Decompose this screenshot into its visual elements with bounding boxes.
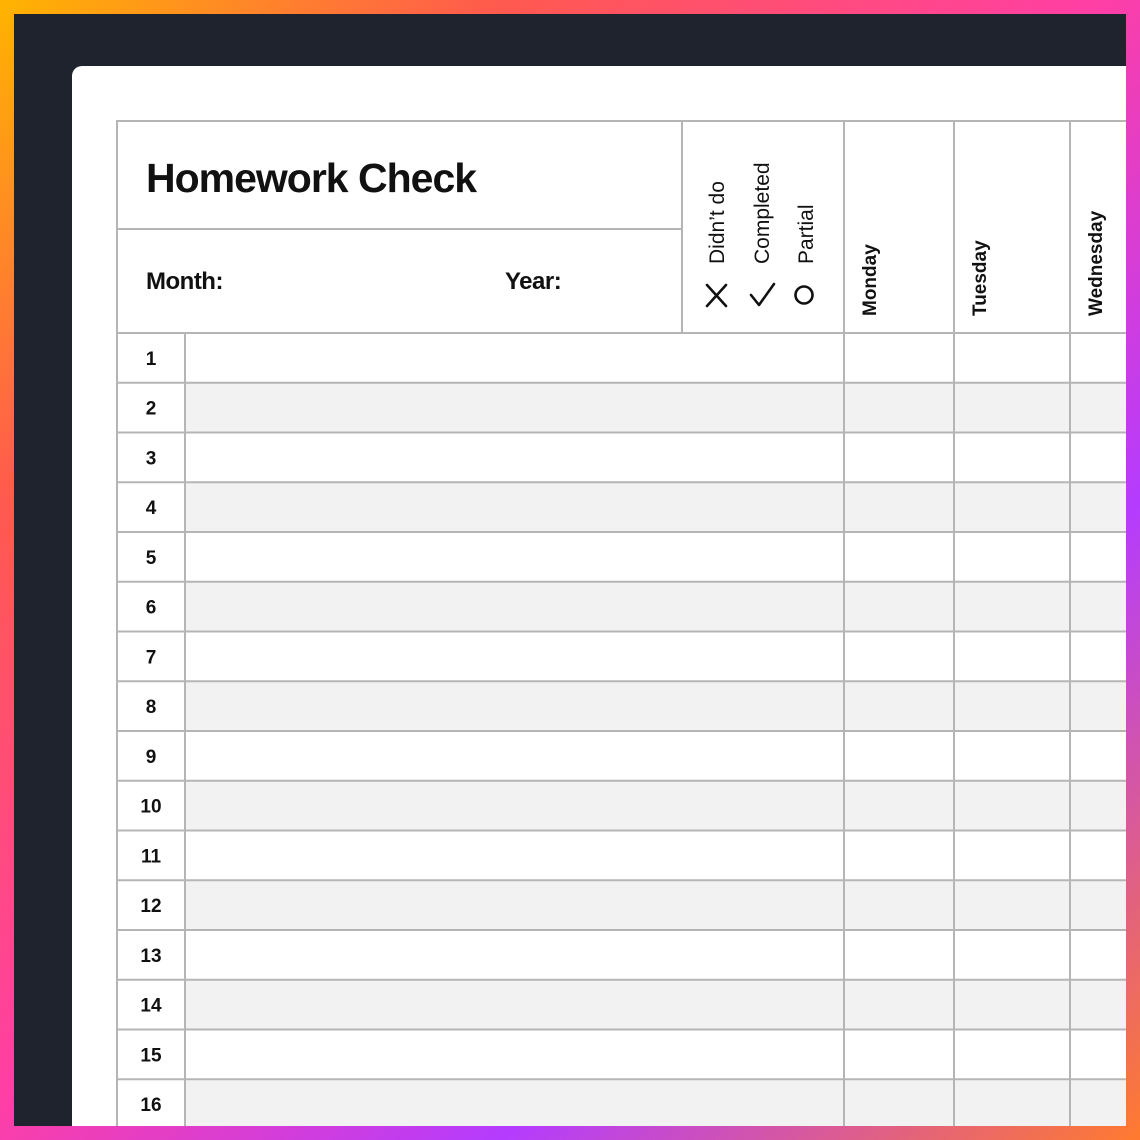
row-number: 12: [140, 896, 162, 918]
x-icon: [707, 285, 726, 306]
legend-label-didnt-do: Didn’t do: [706, 181, 729, 264]
dark-frame: [14, 14, 1126, 1126]
row-number: 10: [140, 796, 162, 818]
row-stripe: [185, 482, 1126, 532]
day-header-tuesday: Tuesday: [970, 240, 991, 316]
homework-grid: [72, 66, 1126, 1126]
checkmark-icon: [751, 284, 774, 305]
row-stripe: [185, 681, 1126, 731]
year-label: Year:: [505, 268, 562, 295]
row-number: 5: [145, 547, 157, 569]
row-number: 14: [140, 995, 162, 1017]
row-number: 8: [145, 697, 157, 719]
day-header-wednesday: Wednesday: [1086, 210, 1107, 316]
row-number: 7: [145, 647, 157, 669]
row-stripe: [185, 980, 1126, 1030]
row-number: 13: [140, 945, 162, 967]
page-title: Homework Check: [146, 155, 477, 201]
day-header-monday: Monday: [860, 244, 881, 316]
row-stripe: [185, 582, 1126, 632]
worksheet-page: [72, 66, 1126, 1126]
row-number: 6: [145, 597, 157, 619]
row-number: 15: [140, 1045, 162, 1067]
legend-label-partial: Partial: [795, 204, 818, 264]
row-stripe: [185, 1079, 1126, 1126]
legend-label-completed: Completed: [751, 162, 774, 264]
month-label: Month:: [146, 268, 223, 295]
row-number: 1: [145, 348, 157, 370]
row-number: 2: [145, 398, 157, 420]
row-number: 3: [145, 448, 157, 470]
row-stripe: [185, 383, 1126, 433]
row-number: 9: [145, 746, 157, 768]
row-number: 16: [140, 1095, 162, 1117]
row-number: 4: [145, 498, 157, 520]
row-stripe: [185, 781, 1126, 831]
row-number: 11: [140, 846, 162, 868]
circle-icon: [796, 287, 813, 304]
row-stripes: [185, 383, 1126, 1126]
row-stripe: [185, 880, 1126, 930]
row-numbers: [140, 349, 162, 1116]
